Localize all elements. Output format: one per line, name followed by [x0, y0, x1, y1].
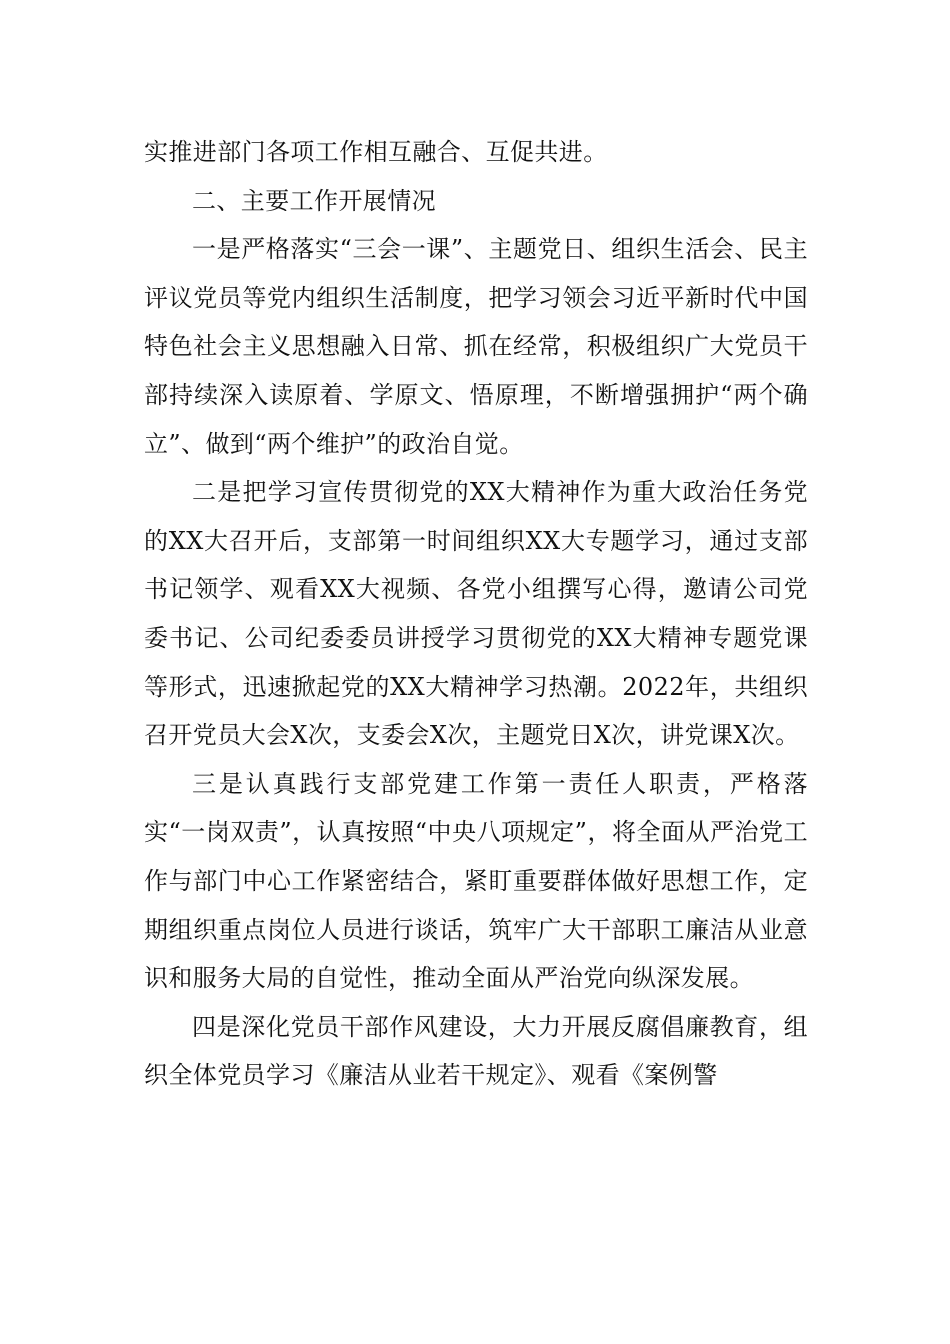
- paragraph-item-one: 一是严格落实“三会一课”、主题党日、组织生活会、民主评议党员等党内组织生活制度，把学习领会习近平新时代中国特色社会主义思想融入日常、抓在经常，积极组织广大党员干部持续深入读原着、学原文、悟原理，不断增强拥护“两个确立”、做到“两个维护”的政治自觉。: [144, 235, 808, 458]
- paragraph-item-four: 四是深化党员干部作风建设，大力开展反腐倡廉教育，组织全体党员学习《廉洁从业若干规定》、观看《案例警: [144, 1012, 808, 1090]
- paragraph-item-three: 三是认真践行支部党建工作第一责任人职责，严格落实“一岗双责”，认真按照“中央八项规定”，将全面从严治党工作与部门中心工作紧密结合，紧盯重要群体做好思想工作，定期组织重点岗位人员进行谈话，筑牢广大干部职工廉洁从业意识和服务大局的自觉性，推动全面从严治党向纵深发展。: [144, 769, 808, 993]
- paragraph-item-two: 二是把学习宣传贯彻党的XX大精神作为重大政治任务党的XX大召开后，支部第一时间组织XX大专题学习，通过支部书记领学、观看XX大视频、各党小组撰写心得，邀请公司党委书记、公司纪委委员讲授学习贯彻党的XX大精神专题党课等形式，迅速掀起党的XX大精神学习热潮。2022年，共组织召开党员大会X次，支委会X次，主题党日X次，讲党课X次。: [144, 478, 808, 750]
- paragraph-continuation: 实推进部门各项工作相互融合、互促共进。: [144, 138, 608, 166]
- document-body: [144, 128, 808, 1100]
- section-heading: 二、主要工作开展情况: [192, 186, 436, 215]
